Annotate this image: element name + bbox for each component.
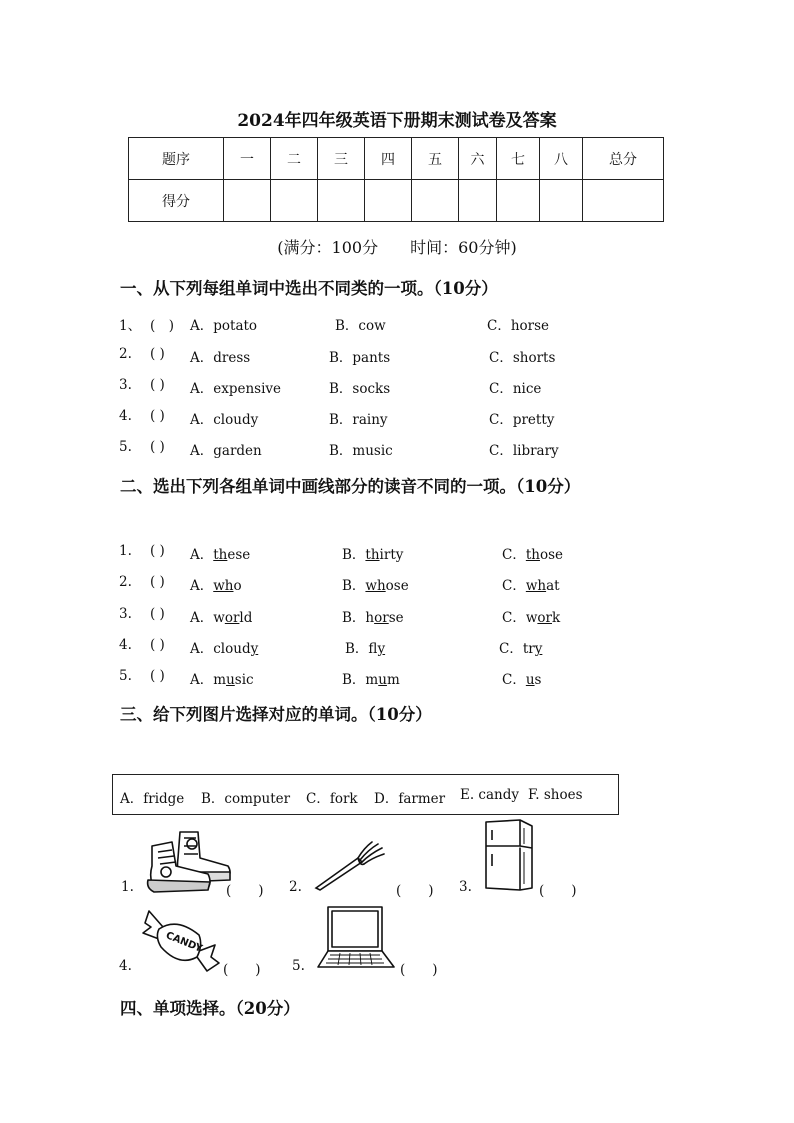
item-number: 2. — [119, 346, 132, 362]
option-a: A．garden — [190, 443, 262, 459]
option-a: A．who — [190, 578, 242, 594]
option-c: C．library — [489, 443, 559, 459]
item-number: 4. — [119, 637, 132, 653]
score-header-cell: 四 — [365, 138, 412, 180]
score-input-cell[interactable] — [271, 180, 318, 222]
option-a: A．expensive — [190, 381, 282, 397]
score-row-label: 得分 — [129, 180, 224, 222]
item-number: 5. — [119, 439, 132, 455]
item-number: 4. — [119, 408, 132, 424]
word-option: E. candy — [460, 787, 520, 803]
item-number: 1. — [119, 543, 132, 559]
word-option: A．fridge — [120, 791, 185, 807]
score-header-cell: 八 — [540, 138, 583, 180]
answer-blank[interactable]: ( ) — [223, 962, 261, 978]
option-a: A．potato — [190, 318, 258, 334]
score-input-cell[interactable] — [412, 180, 459, 222]
option-b: B．pants — [329, 350, 391, 366]
option-c: C．work — [502, 610, 561, 626]
option-b: B．music — [329, 443, 393, 459]
score-header-cell: 七 — [497, 138, 540, 180]
option-c: C．pretty — [489, 412, 555, 428]
option-c: C．us — [502, 672, 542, 688]
score-header-cell: 六 — [459, 138, 497, 180]
candy-icon — [141, 905, 221, 973]
section4-heading: 四、单项选择。（20分） — [120, 999, 300, 1018]
score-input-cell[interactable] — [224, 180, 271, 222]
option-b: B．horse — [342, 610, 404, 626]
candy-wrapper-text: CANDY — [164, 930, 204, 955]
answer-blank[interactable]: ( ) — [150, 637, 165, 653]
answer-blank[interactable]: ( ) — [150, 668, 165, 684]
answer-blank[interactable]: ( ) — [226, 883, 264, 899]
item-number: 2. — [119, 574, 132, 590]
option-b: B．whose — [342, 578, 409, 594]
score-header-cell: 题序 — [129, 138, 224, 180]
option-b: B．socks — [329, 381, 391, 397]
fridge-icon — [480, 818, 536, 892]
option-c: C．nice — [489, 381, 542, 397]
section2-heading: 二、选出下列各组单词中画线部分的读音不同的一项。（10分） — [120, 477, 581, 496]
option-b: B．rainy — [329, 412, 388, 428]
word-option: D．farmer — [374, 791, 446, 807]
score-header-cell: 总分 — [583, 138, 664, 180]
page-title: 2024年四年级英语下册期末测试卷及答案 — [237, 111, 557, 131]
answer-blank[interactable]: ( ) — [150, 346, 165, 362]
option-b: B．cow — [335, 318, 386, 334]
answer-blank[interactable]: ( ) — [150, 439, 165, 455]
section3-heading: 三、给下列图片选择对应的单词。（10分） — [120, 705, 432, 724]
score-table-score-row — [129, 180, 664, 222]
option-b: B．thirty — [342, 547, 404, 563]
item-number: 3. — [459, 879, 472, 895]
score-input-cell[interactable] — [318, 180, 365, 222]
item-number: 4. — [119, 958, 132, 974]
score-input-cell[interactable] — [365, 180, 412, 222]
word-option: C．fork — [306, 791, 358, 807]
option-c: C．what — [502, 578, 560, 594]
answer-blank[interactable]: ( ) — [400, 962, 438, 978]
item-number: 3. — [119, 606, 132, 622]
shoes-icon — [142, 828, 234, 894]
option-a: A．world — [190, 610, 253, 626]
word-option: F. shoes — [528, 787, 583, 803]
score-header-cell: 三 — [318, 138, 365, 180]
option-a: A．these — [190, 547, 251, 563]
option-c: C．shorts — [489, 350, 556, 366]
score-input-cell[interactable] — [497, 180, 540, 222]
section1-heading: 一、从下列每组单词中选出不同类的一项。（10分） — [120, 279, 498, 298]
laptop-computer-icon — [316, 905, 396, 971]
item-number: 5. — [292, 958, 305, 974]
exam-meta: (满分：100分 时间：60分钟) — [277, 238, 517, 257]
option-c: C．try — [499, 641, 543, 657]
fork-icon — [312, 836, 388, 892]
answer-blank[interactable]: ( ) — [150, 377, 165, 393]
answer-blank[interactable]: ( ) — [150, 543, 165, 559]
score-input-cell[interactable] — [540, 180, 583, 222]
answer-blank[interactable]: ( ) — [539, 883, 577, 899]
answer-blank[interactable]: ( ) — [150, 574, 165, 590]
option-a: A．dress — [190, 350, 251, 366]
score-header-cell: 二 — [271, 138, 318, 180]
option-b: B．fly — [345, 641, 386, 657]
score-header-cell: 五 — [412, 138, 459, 180]
item-number: 2. — [289, 879, 302, 895]
option-a: A．music — [190, 672, 254, 688]
answer-blank[interactable]: ( ) — [150, 318, 175, 334]
option-c: C．horse — [487, 318, 550, 334]
word-option: B．computer — [201, 791, 291, 807]
item-number: 5. — [119, 668, 132, 684]
option-b: B．mum — [342, 672, 400, 688]
answer-blank[interactable]: ( ) — [150, 408, 165, 424]
option-a: A．cloudy — [190, 641, 259, 657]
score-table-header-row — [129, 138, 664, 180]
option-a: A．cloudy — [190, 412, 259, 428]
item-number: 1、 — [119, 318, 142, 334]
word-bank — [112, 774, 619, 815]
score-table — [128, 137, 664, 222]
answer-blank[interactable]: ( ) — [150, 606, 165, 622]
item-number: 1. — [121, 879, 134, 895]
score-input-cell[interactable] — [459, 180, 497, 222]
option-c: C．those — [502, 547, 564, 563]
answer-blank[interactable]: ( ) — [396, 883, 434, 899]
score-header-cell: 一 — [224, 138, 271, 180]
score-input-cell[interactable] — [583, 180, 664, 222]
item-number: 3. — [119, 377, 132, 393]
